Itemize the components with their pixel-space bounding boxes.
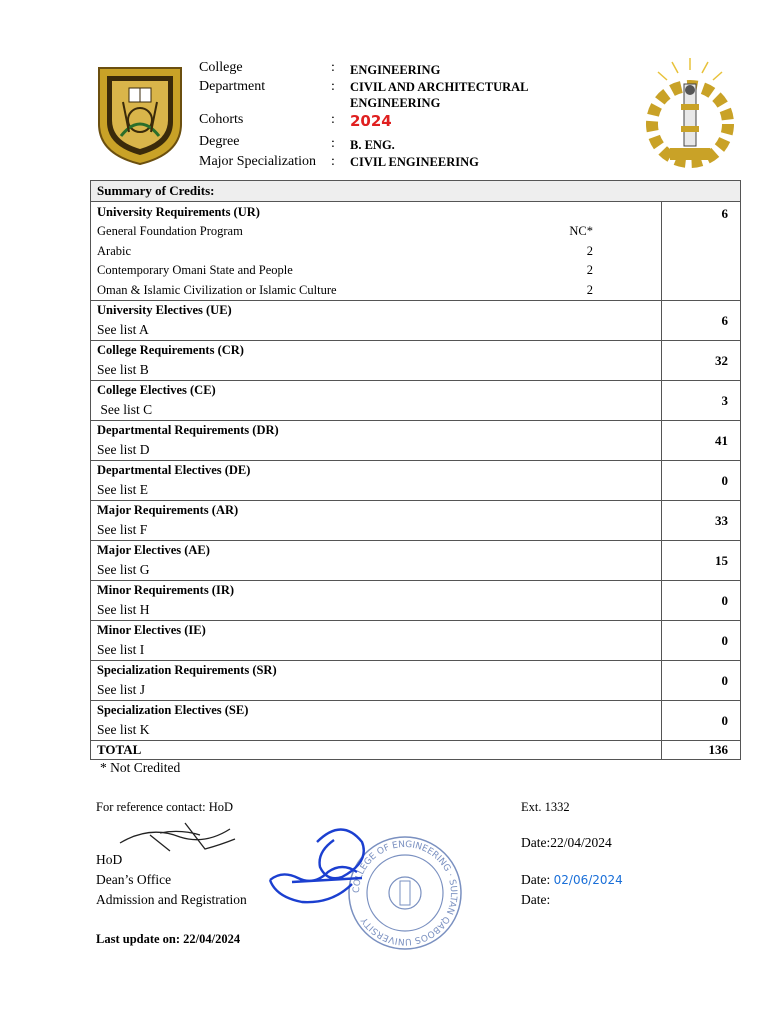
section-title: College Requirements (CR) bbox=[97, 343, 244, 357]
section-credits: 33 bbox=[662, 501, 741, 541]
section-cell bbox=[91, 421, 662, 461]
section-cell bbox=[91, 341, 662, 381]
section-title: Specialization Requirements (SR) bbox=[97, 663, 277, 677]
section-cell bbox=[91, 541, 662, 581]
section-title: Major Electives (AE) bbox=[97, 543, 210, 557]
section-list: See list C bbox=[97, 402, 153, 417]
section-credits: 15 bbox=[662, 541, 741, 581]
college-engineering-logo bbox=[640, 56, 740, 176]
ur-item bbox=[97, 281, 661, 301]
credit-section-row bbox=[91, 381, 741, 421]
last-update: Last update on: 22/04/2024 bbox=[96, 932, 241, 946]
ur-item-credits: 2 bbox=[586, 243, 593, 258]
credit-section-row bbox=[91, 541, 741, 581]
section-title: University Electives (UE) bbox=[97, 303, 232, 317]
university-logo bbox=[93, 62, 187, 166]
section-credits: 32 bbox=[662, 341, 741, 381]
total-row bbox=[91, 741, 741, 760]
credit-section-row bbox=[91, 461, 741, 501]
date-hod: Date:22/04/2024 bbox=[521, 835, 612, 850]
dean-signature bbox=[262, 822, 377, 910]
credit-section-row bbox=[91, 301, 741, 341]
college-label: College bbox=[199, 60, 243, 75]
hod-signature bbox=[110, 815, 250, 855]
section-credits: 6 bbox=[662, 301, 741, 341]
ur-total: 6 bbox=[662, 202, 741, 301]
section-list: See list H bbox=[97, 602, 150, 617]
summary-title-row bbox=[91, 181, 741, 202]
date-dean bbox=[521, 872, 623, 888]
section-title: Departmental Requirements (DR) bbox=[97, 423, 279, 437]
section-cell bbox=[91, 501, 662, 541]
section-credits: 3 bbox=[662, 381, 741, 421]
section-title: College Electives (CE) bbox=[97, 383, 216, 397]
section-cell bbox=[91, 301, 662, 341]
cohorts-label: Cohorts bbox=[199, 112, 244, 127]
extension: Ext. 1332 bbox=[521, 800, 570, 814]
ur-item-credits: 2 bbox=[586, 263, 593, 277]
ur-item bbox=[97, 222, 661, 242]
ur-item-name: General Foundation Program bbox=[97, 224, 243, 238]
section-credits: 0 bbox=[662, 701, 741, 741]
ur-item-credits: 2 bbox=[586, 282, 593, 297]
not-credited-note: * Not Credited bbox=[100, 760, 181, 775]
credit-section-row bbox=[91, 621, 741, 661]
section-title: Minor Requirements (IR) bbox=[97, 583, 235, 597]
section-title: Minor Electives (IE) bbox=[97, 623, 206, 637]
section-credits: 0 bbox=[662, 661, 741, 701]
credit-section-row bbox=[91, 581, 741, 621]
section-cell bbox=[91, 381, 662, 421]
section-list: See list B bbox=[97, 362, 149, 377]
section-credits: 0 bbox=[662, 461, 741, 501]
total-value: 136 bbox=[662, 741, 741, 760]
section-list: See list F bbox=[97, 522, 148, 537]
department-value: CIVIL AND ARCHITECTURAL ENGINEERING bbox=[350, 80, 528, 110]
credit-section-row bbox=[91, 701, 741, 741]
credit-section-row bbox=[91, 421, 741, 461]
section-list: See list I bbox=[97, 642, 145, 657]
cohorts-value: 2024 bbox=[350, 112, 392, 130]
college-colon: : bbox=[331, 60, 335, 75]
ur-row bbox=[91, 202, 741, 301]
section-cell bbox=[91, 581, 662, 621]
deans-office-label: Dean’s Office bbox=[96, 872, 172, 887]
section-credits: 41 bbox=[662, 421, 741, 461]
college-value: ENGINEERING bbox=[350, 63, 441, 77]
department-colon: : bbox=[331, 79, 335, 94]
section-list: See list J bbox=[97, 682, 146, 697]
credit-section-row bbox=[91, 341, 741, 381]
section-list: See list G bbox=[97, 562, 150, 577]
cohorts-colon: : bbox=[331, 112, 335, 127]
section-credits: 0 bbox=[662, 621, 741, 661]
department-label: Department bbox=[199, 79, 266, 94]
total-label: TOTAL bbox=[91, 741, 662, 760]
degree-colon: : bbox=[331, 136, 335, 151]
date-admission: Date: bbox=[521, 892, 551, 907]
section-credits: 0 bbox=[662, 581, 741, 621]
date-dean-value: 02/06/2024 bbox=[553, 873, 623, 887]
summary-title: Summary of Credits: bbox=[91, 181, 741, 202]
section-list: See list E bbox=[97, 482, 148, 497]
major-specialization-value: CIVIL ENGINEERING bbox=[350, 155, 479, 169]
ur-item-name: Arabic bbox=[97, 243, 132, 258]
credit-section-row bbox=[91, 501, 741, 541]
section-title: Departmental Electives (DE) bbox=[97, 463, 251, 477]
ur-item bbox=[97, 242, 661, 262]
date-dean-label: Date: bbox=[521, 872, 554, 887]
ur-item bbox=[97, 261, 661, 281]
admission-registration-label: Admission and Registration bbox=[96, 892, 247, 907]
section-list: See list K bbox=[97, 722, 150, 737]
ur-title: University Requirements (UR) bbox=[97, 205, 260, 219]
section-list: See list A bbox=[97, 322, 149, 337]
ur-item-name: Contemporary Omani State and People bbox=[97, 263, 293, 277]
credit-section-row bbox=[91, 661, 741, 701]
ur-item-credits: NC* bbox=[569, 224, 593, 238]
major-specialization-label: Major Specialization bbox=[199, 154, 317, 169]
section-cell bbox=[91, 621, 662, 661]
section-cell bbox=[91, 461, 662, 501]
stamp-text: COLLEGE OF ENGINEERING · SULTAN QABOOS UNIVERSITY bbox=[351, 839, 459, 947]
ur-cell bbox=[91, 202, 662, 301]
degree-label: Degree bbox=[199, 134, 240, 149]
major-specialization-colon: : bbox=[331, 154, 335, 169]
section-list: See list D bbox=[97, 442, 150, 457]
degree-value: B. ENG. bbox=[350, 138, 395, 152]
ur-item-name: Oman & Islamic Civilization or Islamic Culture bbox=[97, 282, 337, 297]
section-cell bbox=[91, 701, 662, 741]
summary-of-credits-table bbox=[90, 180, 741, 760]
hod-label: HoD bbox=[96, 852, 123, 867]
section-cell bbox=[91, 661, 662, 701]
reference-contact: For reference contact: HoD bbox=[96, 800, 234, 814]
section-title: Major Requirements (AR) bbox=[97, 503, 239, 517]
section-title: Specialization Electives (SE) bbox=[97, 703, 249, 717]
